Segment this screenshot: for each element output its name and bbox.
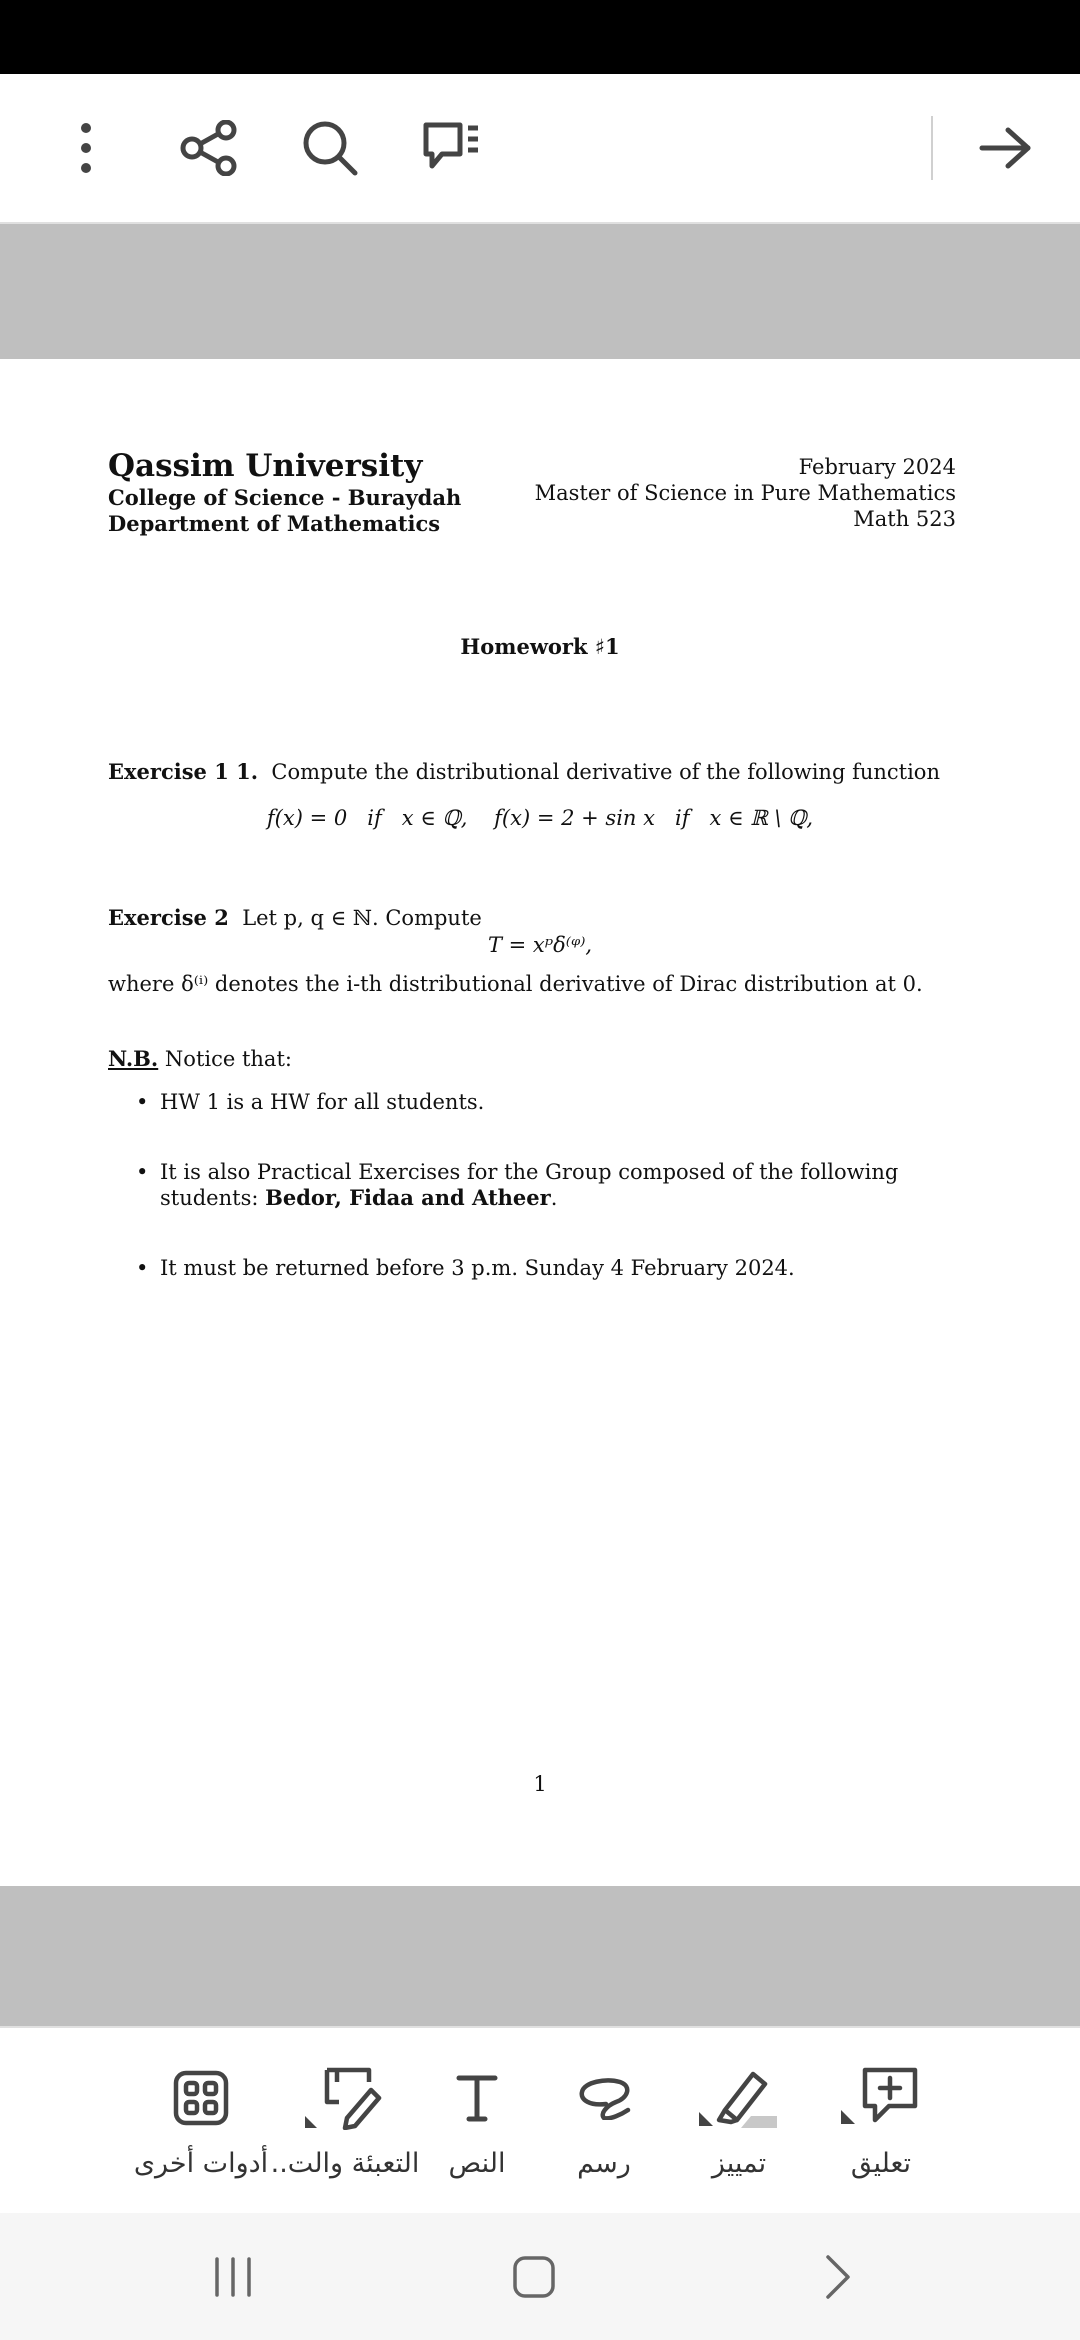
nota-bene (108, 1046, 292, 1071)
draw-tool-label: رسم (577, 2148, 631, 2179)
bottom-toolbar (0, 2026, 1080, 2215)
comment-tool-button[interactable] (806, 2028, 956, 2215)
share-icon[interactable] (170, 74, 250, 222)
header-right (535, 454, 956, 532)
header-left (108, 447, 461, 537)
note-2-text: It is also Practical Exercises for the Group composed of the following students: (160, 1160, 899, 1210)
document-date: February 2024 (798, 455, 956, 479)
comments-list-icon[interactable] (412, 74, 492, 222)
highlight-tool-button[interactable] (664, 2028, 814, 2215)
nb-label: N.B. (108, 1046, 159, 1071)
grid-icon (126, 2063, 276, 2133)
exercise-1 (108, 759, 940, 784)
document-page (0, 359, 1080, 1886)
page-gap (0, 224, 1080, 359)
fill-sign-button[interactable] (270, 2028, 420, 2215)
status-bar (0, 0, 1080, 74)
exercise-1-label: Exercise 1 1. (108, 759, 259, 784)
top-toolbar (0, 74, 1080, 224)
note-2-names: Bedor, Fidaa and Atheer (265, 1185, 551, 1210)
more-tools-button[interactable] (126, 2028, 276, 2215)
exercise-2-formula: T = xᵖδ⁽ᵠ⁾, (487, 933, 593, 957)
draw-tool-button[interactable] (529, 2028, 679, 2215)
page-gap (0, 1886, 1080, 2026)
highlighter-icon (664, 2063, 814, 2133)
add-comment-icon (806, 2063, 956, 2133)
note-3: It must be returned before 3 p.m. Sunday 4 February 2024. (160, 1256, 795, 1280)
note-2-end: . (550, 1186, 558, 1210)
text-tool-label: النص (448, 2148, 506, 2179)
exercise-2 (108, 905, 482, 930)
page-number: 1 (533, 1772, 547, 1796)
draw-icon (529, 2063, 679, 2133)
exercise-1-text: Compute the distributional derivative of the following function (271, 760, 940, 784)
list-item (108, 1159, 958, 1211)
system-nav-bar (0, 2213, 1080, 2340)
homework-title: Homework ♯1 (460, 634, 620, 659)
list-item (108, 1255, 958, 1281)
list-item (108, 1089, 958, 1115)
fill-sign-label: التعبئة والت.. (270, 2148, 420, 2179)
note-1: HW 1 is a HW for all students. (160, 1090, 485, 1114)
arrow-right-icon[interactable] (966, 74, 1046, 222)
exercise-2-where: where δ⁽ⁱ⁾ denotes the i-th distributional derivative of Dirac distribution at 0. (108, 972, 923, 996)
exercise-1-formula: f(x) = 0 if x ∈ ℚ, f(x) = 2 + sin x if x ∈ ℝ \ ℚ, (266, 806, 814, 830)
department-name: Department of Mathematics (108, 511, 441, 536)
more-vertical-icon[interactable] (56, 74, 116, 222)
university-name: Qassim University (108, 448, 423, 484)
exercise-2-label: Exercise 2 (108, 905, 229, 930)
exercise-2-text: Let p, q ∈ ℕ. Compute (242, 906, 482, 930)
search-icon[interactable] (290, 74, 370, 222)
course-code: Math 523 (853, 507, 956, 531)
highlight-tool-label: تمييز (711, 2148, 767, 2179)
college-name: College of Science - Buraydah (108, 485, 462, 510)
fill-sign-icon (270, 2063, 420, 2133)
toolbar-divider (931, 116, 933, 180)
program-name: Master of Science in Pure Mathematics (534, 481, 956, 505)
back-icon[interactable] (778, 2213, 898, 2340)
home-icon[interactable] (474, 2213, 594, 2340)
more-tools-label: أدوات أخرى (133, 2148, 269, 2179)
comment-tool-label: تعليق (850, 2148, 912, 2179)
recent-apps-icon[interactable] (173, 2213, 293, 2340)
nb-text: Notice that: (164, 1047, 292, 1071)
notes-list (108, 1089, 958, 1281)
